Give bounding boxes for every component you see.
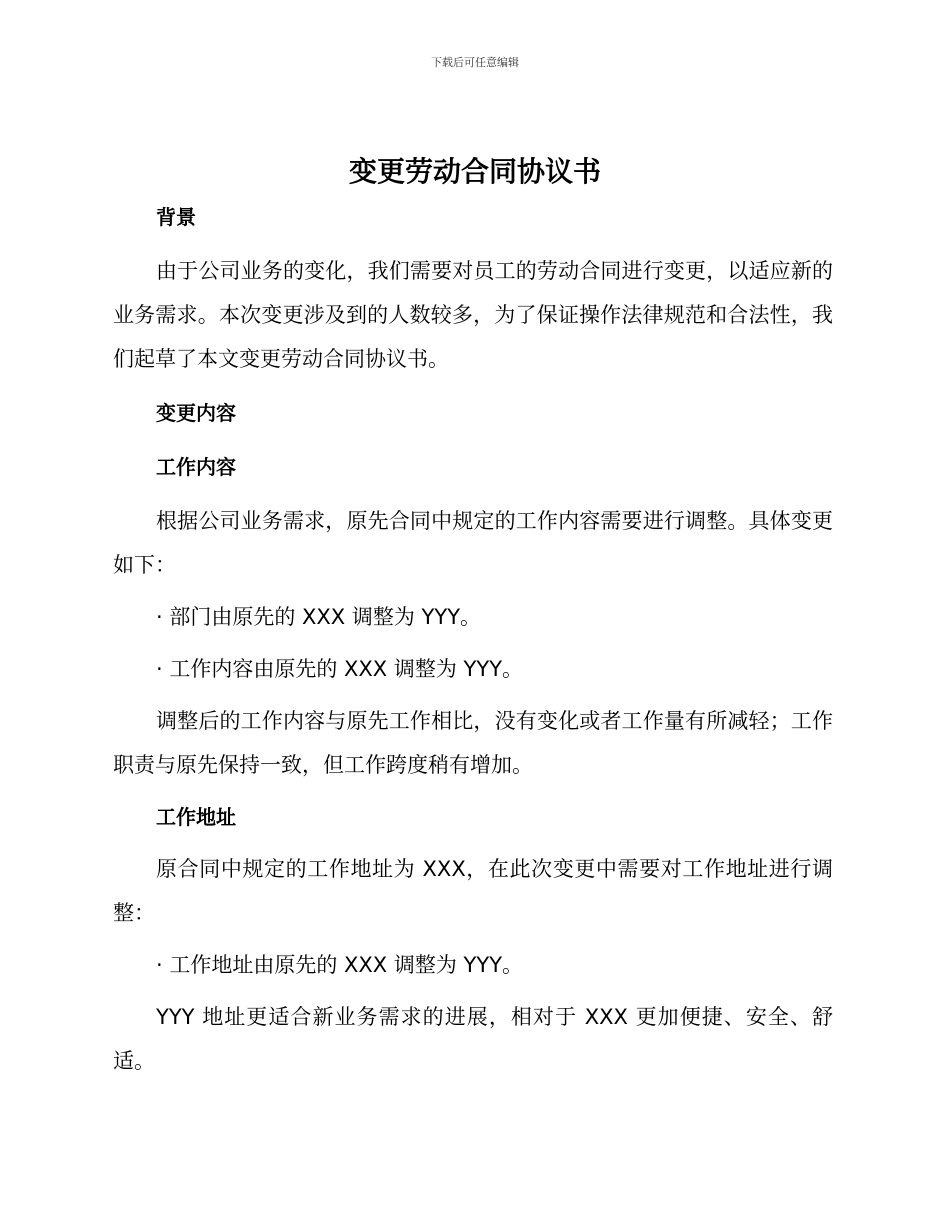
section-heading-background: 背景 — [156, 205, 196, 229]
paragraph-work-address-result: YYY 地址更适合新业务需求的进展，相对于 XXX 更加便捷、安全、舒适。 — [113, 1005, 833, 1073]
document-body — [113, 195, 833, 1083]
paragraph-work-content: 根据公司业务需求，原先合同中规定的工作内容需要进行调整。具体变更如下： — [113, 509, 833, 577]
paragraph-work-address: 原合同中规定的工作地址为 XXX，在此次变更中需要对工作地址进行调整： — [113, 857, 833, 925]
document-title: 变更劳动合同协议书 — [348, 155, 601, 188]
header-note: 下载后可任意编辑 — [431, 56, 519, 69]
section-heading-work-content: 工作内容 — [156, 455, 236, 479]
bullet-work-address: · 工作地址由原先的 XXX 调整为 YYY。 — [156, 953, 524, 977]
paragraph-background: 由于公司业务的变化，我们需要对员工的劳动合同进行变更，以适应新的业务需求。本次变更涉及到的人数较多，为了保证操作法律规范和合法性，我们起草了本文变更劳动合同协议书。 — [113, 259, 833, 371]
bullet-work-content: · 工作内容由原先的 XXX 调整为 YYY。 — [156, 657, 524, 681]
section-heading-change: 变更内容 — [156, 401, 236, 425]
paragraph-work-content-result: 调整后的工作内容与原先工作相比，没有变化或者工作量有所减轻；工作职责与原先保持一致，但工作跨度稍有增加。 — [113, 709, 833, 777]
bullet-department: · 部门由原先的 XXX 调整为 YYY。 — [156, 605, 482, 629]
section-heading-work-address: 工作地址 — [156, 805, 236, 829]
